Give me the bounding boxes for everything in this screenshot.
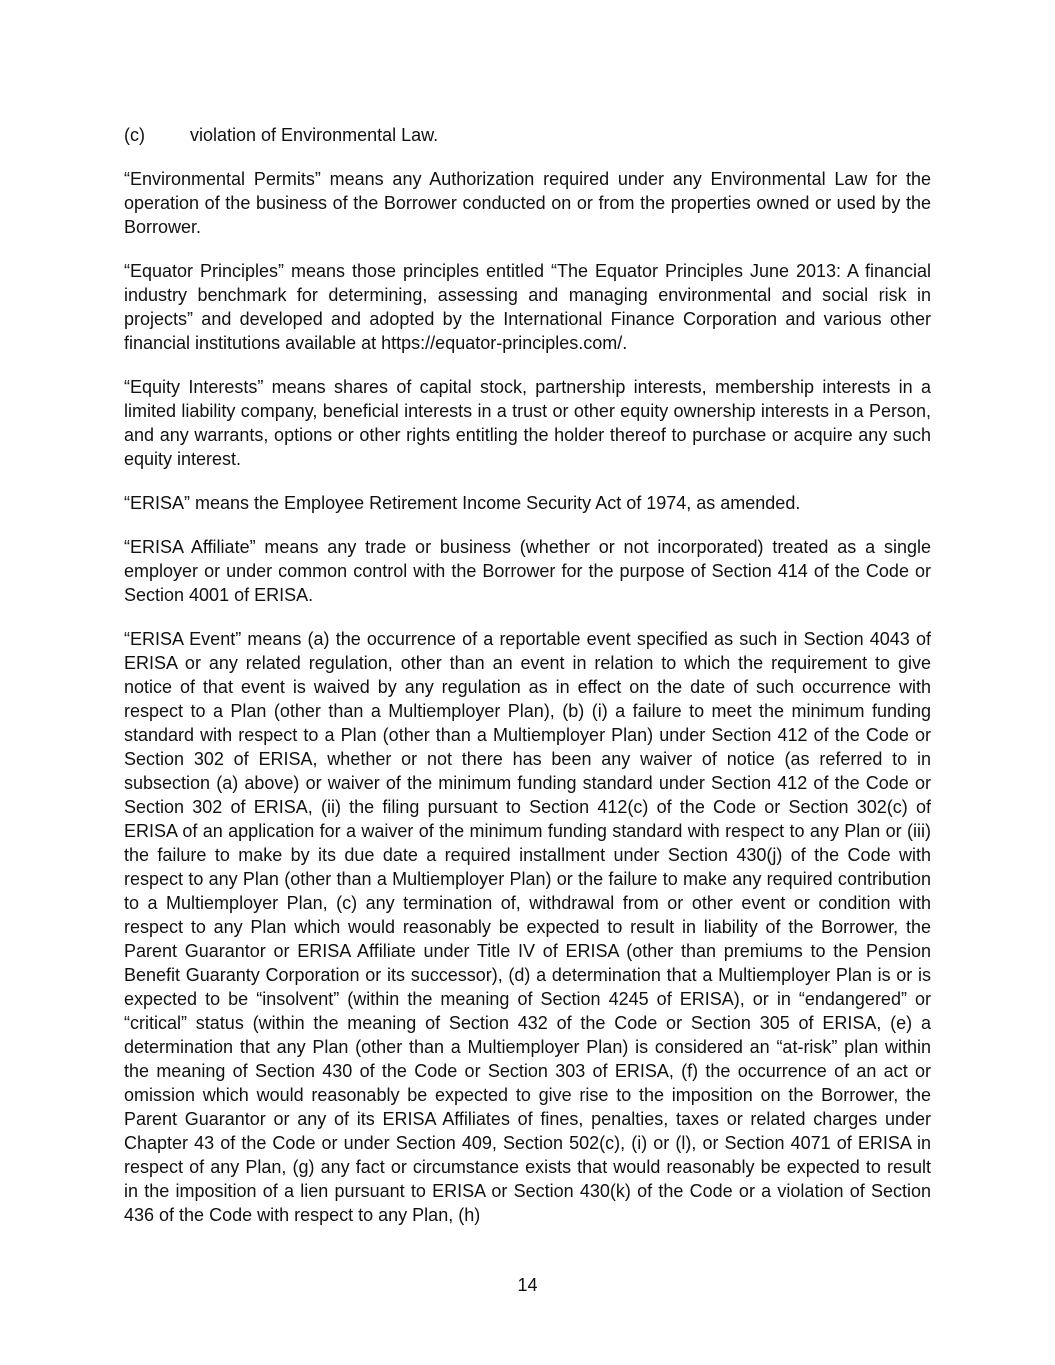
definition-erisa-affiliate: “ERISA Affiliate” means any trade or business (whether or not incorporated) treated as a single employer or under common control with the Borrower for the purpose of Section 414 of the Code or Section 4001 of ERISA. xyxy=(124,537,931,605)
definition-environmental-permits: “Environmental Permits” means any Authorization required under any Environmental Law for the operation of the business of the Borrower conducted on or from the properties owned or used by the Borrower. xyxy=(124,169,931,237)
definition-erisa: “ERISA” means the Employee Retirement Income Security Act of 1974, as amended. xyxy=(124,493,801,513)
definition-equity-interests: “Equity Interests” means shares of capital stock, partnership interests, membership interests in a limited liability company, beneficial interests in a trust or other equity ownership interests in a Person, and any warrants, options or other rights entitling the holder thereof to purchase or acquire any such equity interest. xyxy=(124,377,931,469)
page-number: 14 xyxy=(517,1275,538,1295)
list-item-c xyxy=(124,123,931,147)
document-page xyxy=(124,123,931,1247)
definition-erisa-event: “ERISA Event” means (a) the occurrence of a reportable event specified as such in Section 4043 of ERISA or any related regulation, other than an event in relation to which the requirement to give notice of that event is waived by any regulation as in effect on the date of such occurrence with respect to a Plan (other than a Multiemployer Plan), (b) (i) a failure to meet the minimum funding standard with respect to a Plan (other than a Multiemployer Plan) under Section 412 of the Code or Section 302 of ERISA, whether or not there has been any waiver of notice (as referred to in subsection (a) above) or waiver of the minimum funding standard under Section 412 of the Code or Section 302 of ERISA, (ii) the filing pursuant to Section 412(c) of the Code or Section 302(c) of ERISA of an application for a waiver of the minimum funding standard with respect to any Plan or (iii) the failure to make by its due date a required installment under Section 430(j) of the Code with respect to any Plan (other than a Multiemployer Plan) or the failure to make any required contribution to a Multiemployer Plan, (c) any termination of, withdrawal from or other event or condition with respect to any Plan which would reasonably be expected to result in liability of the Borrower, the Parent Guarantor or ERISA Affiliate under Title IV of ERISA (other than premiums to the Pension Benefit Guaranty Corporation or its successor), (d) a determination that a Multiemployer Plan is or is expected to be “insolvent” (within the meaning of Section 4245 of ERISA), or in “endangered” or “critical” status (within the meaning of Section 432 of the Code or Section 305 of ERISA, (e) a determination that any Plan (other than a Multiemployer Plan) is considered an “at-risk” plan within the meaning of Section 430 of the Code or Section 303 of ERISA, (f) the occurrence of an act or omission which would reasonably be expected to give rise to the imposition on the Borrower, the Parent Guarantor or any of its ERISA Affiliates of fines, penalties, taxes or related charges under Chapter 43 of the Code or under Section 409, Section 502(c), (i) or (l), or Section 4071 of ERISA in respect of any Plan, (g) any fact or circumstance exists that would reasonably be expected to result in the imposition of a lien pursuant to ERISA or Section 430(k) of the Code or a violation of Section 436 of the Code with respect to any Plan, (h) xyxy=(124,629,931,1225)
list-item-marker: (c) xyxy=(124,125,145,145)
list-item-text: violation of Environmental Law. xyxy=(190,125,439,145)
definition-equator-principles: “Equator Principles” means those principles entitled “The Equator Principles June 2013: A financial industry benchmark for determining, assessing and managing environmental and social risk in projects” and developed and adopted by the International Finance Corporation and various other financial institutions available at https://equator-principles.com/. xyxy=(124,261,931,353)
